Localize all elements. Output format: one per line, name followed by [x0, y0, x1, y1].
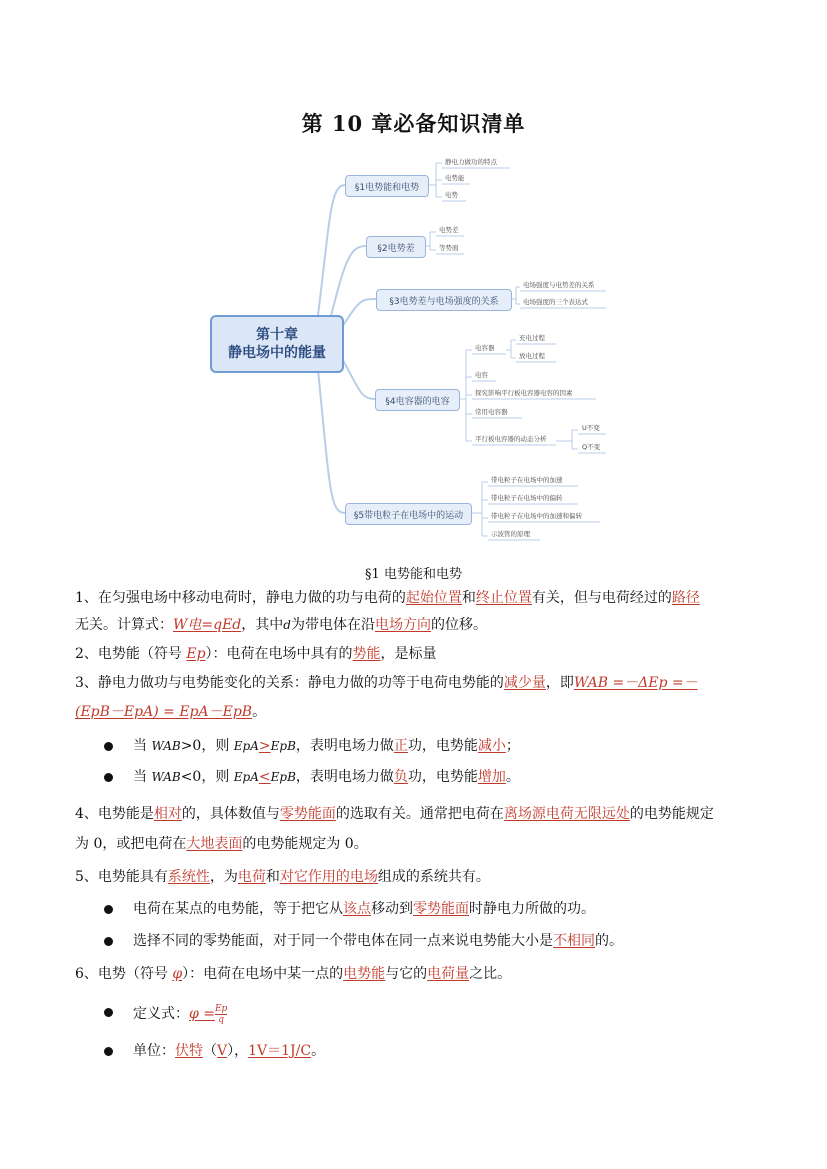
root-line1: 第十章: [256, 327, 298, 343]
text: 为带电体在沿: [290, 617, 375, 633]
variable: EpB: [270, 739, 296, 753]
paragraph-6: [75, 966, 747, 982]
answer: 离场源电荷无限远处: [503, 806, 630, 822]
paragraph-1-line2: [75, 617, 747, 633]
text: 功，电势能: [407, 769, 478, 785]
variable: d: [283, 618, 291, 632]
text: 当: [133, 769, 152, 785]
leaf-2-2: 等势面: [439, 244, 459, 252]
text: 单位：: [133, 1043, 175, 1059]
leaf-3-2: 电场强度的三个表达式: [523, 298, 588, 306]
leaf-1-2: 电势能: [445, 174, 465, 182]
leaf-4-5-2: Q不变: [582, 443, 601, 451]
text: 与它的: [385, 966, 428, 982]
variable: WAB: [151, 739, 181, 753]
leaf-4-1: 电容器: [475, 344, 495, 352]
leaf-4-5: 平行板电容器的动态分析: [475, 435, 547, 443]
denominator: q: [218, 1014, 225, 1025]
bullet-2: [133, 769, 520, 785]
paragraph-1-line1: [75, 590, 747, 606]
leaf-1-3: 电势: [445, 191, 458, 199]
answer: 1V＝1J/C: [248, 1043, 312, 1059]
text: 的。: [595, 933, 623, 949]
leaf-4-1-1: 充电过程: [519, 334, 545, 342]
mindmap-root: [210, 315, 344, 373]
text: 和: [265, 869, 280, 885]
text: 移动到: [371, 901, 413, 917]
answer: 终止位置: [475, 590, 532, 606]
variable: EpA: [233, 770, 259, 784]
text: 和: [461, 590, 476, 606]
answer: V: [217, 1043, 228, 1059]
bullet-1: [133, 738, 520, 754]
answer: 对它作用的电场: [279, 869, 378, 885]
section-1: §1电势能和电势: [345, 175, 429, 197]
text: ，表明电场力做: [295, 769, 394, 785]
leaf-5-1: 带电粒子在电场中的加速: [491, 476, 563, 484]
answer: 系统性: [167, 869, 210, 885]
bullet-dot: [104, 742, 113, 751]
variable: EpB: [270, 770, 296, 784]
answer: 起始位置: [405, 590, 462, 606]
fraction: [215, 1004, 227, 1025]
text: <0，则: [180, 769, 234, 785]
leaf-4-4: 常用电容器: [475, 408, 508, 416]
text: 电荷在某点的电势能，等于把它从: [133, 901, 343, 917]
leaf-4-2: 电容: [475, 371, 488, 379]
text: 的电势能规定为 0。: [242, 836, 368, 852]
text: ），: [227, 1043, 249, 1059]
answer: <: [258, 769, 271, 785]
text: 的，具体数值与: [181, 806, 280, 822]
text: ）：电荷在电场中具有的: [205, 646, 353, 662]
bullet-dot: [104, 905, 113, 914]
text: 之比。: [469, 966, 512, 982]
answer: 路径: [671, 590, 700, 606]
leaf-3-1: 电场强度与电势差的关系: [523, 281, 595, 289]
text: 。: [252, 704, 267, 720]
formula: φ =: [189, 1006, 215, 1022]
answer: 增加: [477, 769, 506, 785]
bullet-dot: [104, 937, 113, 946]
answer: 电荷量: [427, 966, 470, 982]
paragraph-3-line2: [75, 704, 747, 720]
symbol: φ: [172, 966, 183, 982]
leaf-2-1: 电势差: [439, 226, 459, 234]
variable: EpA: [233, 739, 259, 753]
text: 6、电势（符号: [75, 966, 173, 982]
leaf-5-3: 带电粒子在电场中的加速和偏转: [491, 512, 582, 520]
leaf-4-1-2: 放电过程: [519, 352, 545, 360]
section-4: §4电容器的电容: [375, 389, 460, 411]
text: 。: [311, 1043, 326, 1059]
text: ，为: [209, 869, 238, 885]
leaf-5-2: 带电粒子在电场中的偏转: [491, 494, 563, 502]
text: ，是标量: [380, 646, 437, 662]
bullet-dot: [104, 1008, 113, 1017]
answer: 零势能面: [413, 901, 469, 917]
paragraph-4-line2: [75, 836, 747, 852]
text: 有关，但与电荷经过的: [531, 590, 672, 606]
text: 的位移。: [430, 617, 487, 633]
text: 定义式：: [133, 1006, 189, 1022]
bullet-6: [133, 1043, 325, 1059]
answer: 电场方向: [374, 617, 431, 633]
text: 的电势能规定: [629, 806, 714, 822]
symbol: Ep: [186, 646, 206, 662]
paragraph-5: [75, 869, 747, 885]
bullet-5: [133, 1002, 227, 1026]
numerator: Ep: [214, 1003, 228, 1014]
leaf-4-5-1: U不变: [582, 424, 600, 432]
mindmap-connectors: [0, 0, 827, 560]
text: 为 0，或把电荷在: [75, 836, 187, 852]
leaf-4-3: 探究影响平行板电容器电容的因素: [475, 389, 573, 397]
answer: 相对: [153, 806, 182, 822]
text: ）：电荷在电场中某一点的: [182, 966, 344, 982]
text: >0，则: [180, 738, 234, 754]
text: 功，电势能: [407, 738, 478, 754]
text: ，表明电场力做: [295, 738, 394, 754]
text: 2、电势能（符号: [75, 646, 187, 662]
text: 组成的系统共有。: [377, 869, 490, 885]
paragraph-2: [75, 646, 747, 662]
answer: 大地表面: [186, 836, 243, 852]
paragraph-3-line1: [75, 675, 747, 691]
page-title: 第 10 章必备知识清单: [301, 111, 526, 136]
answer: 不相同: [553, 933, 595, 949]
variable: WAB: [151, 770, 181, 784]
answer: 零势能面: [279, 806, 336, 822]
paragraph-4-line1: [75, 806, 747, 822]
text: 1、在匀强电场中移动电荷时，静电力做的功与电荷的: [75, 590, 406, 606]
leaf-1-1: 静电力做功的特点: [445, 158, 497, 166]
answer: 电势能: [343, 966, 386, 982]
text: （: [203, 1043, 217, 1059]
bullet-dot: [104, 773, 113, 782]
bullet-3: [133, 901, 595, 917]
answer: >: [258, 738, 271, 754]
mindmap: [0, 0, 827, 560]
answer: 势能: [352, 646, 381, 662]
formula: (EpB－EpA) = EpA－EpB: [75, 704, 253, 720]
root-line2: 静电场中的能量: [228, 345, 326, 361]
text: 无关。计算式：: [75, 617, 173, 633]
text: ；: [505, 738, 520, 754]
bullet-4: [133, 933, 623, 949]
text: 的选取有关。通常把电荷在: [335, 806, 504, 822]
text: 时静电力所做的功。: [469, 901, 595, 917]
formula: W电=qEd: [173, 617, 242, 633]
bullet-dot: [104, 1047, 113, 1056]
leaf-5-4: 示波管的原理: [491, 530, 530, 538]
answer: 正: [393, 738, 408, 754]
text: 4、电势能是: [75, 806, 154, 822]
answer: 减小: [477, 738, 506, 754]
answer: 减少量: [503, 675, 546, 691]
text: 5、电势能具有: [75, 869, 168, 885]
text: 。: [505, 769, 520, 785]
section-subtitle: §1 电势能和电势: [365, 567, 462, 582]
answer: 负: [393, 769, 408, 785]
answer: 伏特: [175, 1043, 203, 1059]
section-5: §5带电粒子在电场中的运动: [345, 503, 472, 525]
text: ，其中: [241, 617, 284, 633]
text: ，即: [545, 675, 574, 691]
answer: 电荷: [237, 869, 266, 885]
text: 3、静电力做功与电势能变化的关系：静电力做的功等于电荷电势能的: [75, 675, 504, 691]
formula: WAB =－ΔEp =－: [573, 675, 698, 691]
text: 当: [133, 738, 152, 754]
text: 选择不同的零势能面，对于同一个带电体在同一点来说电势能大小是: [133, 933, 553, 949]
section-3: §3电势差与电场强度的关系: [376, 289, 512, 311]
section-2: §2电势差: [366, 236, 426, 258]
answer: 该点: [343, 901, 371, 917]
